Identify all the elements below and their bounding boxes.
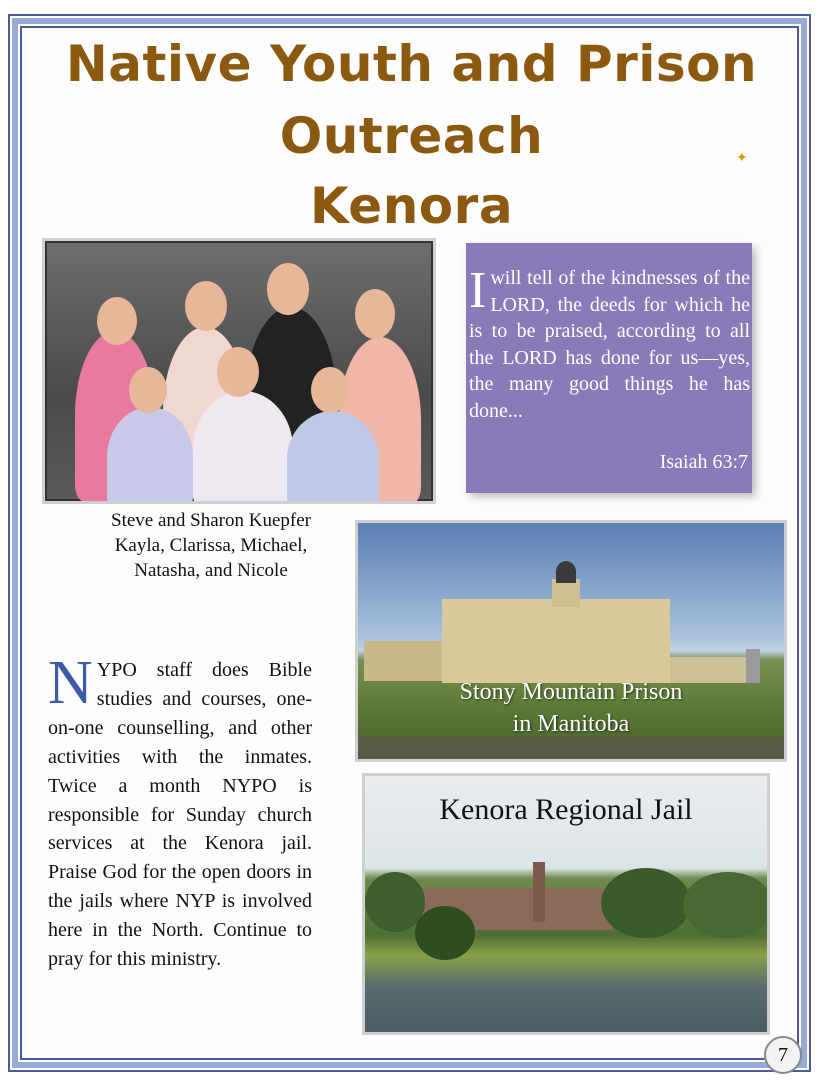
family-caption-line-2: Kayla, Clarissa, Michael,: [114, 535, 308, 556]
family-caption-line-1: Steve and Sharon Kuepfer: [111, 510, 311, 531]
family-photo: [42, 238, 436, 504]
family-caption: [80, 508, 342, 583]
page-number: 7: [764, 1036, 802, 1074]
family-caption-line-3: Natasha, and Nicole: [134, 560, 288, 581]
quote-text: will tell of the kindnesses of the LORD, the deeds for which he is to be praised, according to all the LORD has done for us—yes, the many good things he has done...: [469, 267, 750, 422]
scripture-quote: [466, 262, 752, 424]
sparkle-icon: ✦: [736, 150, 748, 166]
ministry-description: [48, 649, 312, 974]
scripture-quote-box: [466, 243, 752, 493]
body-text: YPO staff does Bible studies and courses, one-on-one counselling, and other activities with the inmates. Twice a month NYPO is responsible for Sunday church services at the Kenora jail. Praise God for the open doors in the jails where NYP is involved here in the North. Continue to pray for this ministry.: [48, 659, 312, 971]
prison-label-line-1: Stony Mountain Prison: [459, 679, 683, 705]
jail-photo-label: Kenora Regional Jail: [439, 793, 693, 826]
page-title-line-2: Outreach: [279, 107, 544, 165]
scripture-reference: Isaiah 63:7: [659, 450, 748, 473]
prison-photo-label: [355, 676, 787, 740]
page-title-line-3: Kenora: [309, 177, 514, 235]
prison-label-line-2: in Manitoba: [512, 711, 630, 737]
body-dropcap: N: [48, 649, 93, 717]
quote-dropcap: I: [469, 262, 487, 319]
page-title-line-1: Native Youth and Prison: [65, 35, 758, 93]
